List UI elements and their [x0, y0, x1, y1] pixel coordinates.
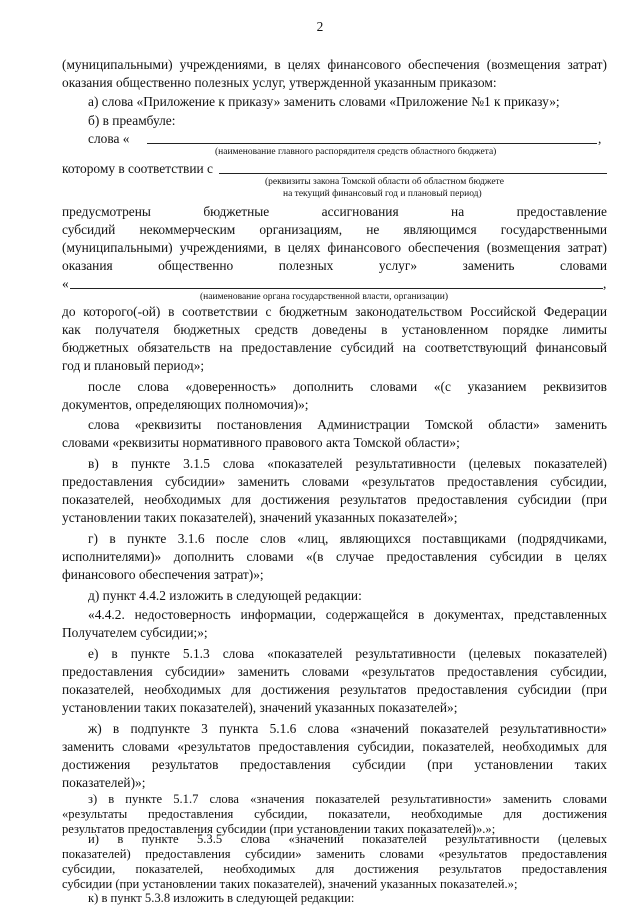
- text-line: г) в пункте 3.1.6 после слов «лиц, являющихся поставщиками (подрядчиками,: [88, 531, 607, 546]
- text-line: «4.4.2. недостоверность информации, содержащейся в документах, представленных: [88, 607, 607, 622]
- text-line: показателей, необходимых для достижения результатов предоставления субсидии (при: [62, 682, 607, 697]
- text-line: (муниципальными) учреждениями, в целях финансового обеспечения (возмещения затрат): [62, 57, 607, 72]
- text-line: ж) в подпункте 3 пункта 5.1.6 слова «значений показателей результативности»: [88, 721, 607, 736]
- text-line: установлении таких показателей), значений указанных показателей»;: [62, 700, 458, 715]
- text-line: б) в преамбуле:: [88, 113, 176, 128]
- text-line: субсидий некоммерческим организациям, не являющимся государственными: [62, 222, 607, 237]
- text-line: «результаты предоставления субсидии, показатели, необходимые для достижения: [62, 807, 607, 821]
- text-line: оказания общественно полезных услуг, утвержденной указанным приказом:: [62, 75, 497, 90]
- text-line: предоставления субсидии» заменить словами «результатов предоставления субсидии,: [62, 664, 607, 679]
- text-line: год и плановый период»;: [62, 358, 205, 373]
- text-line: документов, определяющих полномочия)»;: [62, 397, 309, 412]
- text-line: установлении таких показателей), значений указанных показателей»;: [62, 510, 458, 525]
- field-caption: (реквизиты закона Томской области об областном бюджете: [265, 177, 504, 187]
- text-line: ,: [603, 276, 607, 291]
- text-line: предоставления субсидии» заменить словами «результатов предоставления субсидии,: [62, 474, 607, 489]
- text-line: д) пункт 4.4.2 изложить в следующей редакции:: [88, 588, 362, 603]
- text-line: ,: [598, 131, 602, 146]
- text-line: слова «реквизиты постановления Администрации Томской области» заменить: [88, 417, 607, 432]
- field-caption: на текущий финансовый год и плановый период): [283, 189, 482, 199]
- text-line: предусмотрены бюджетные ассигнования на предоставление: [62, 204, 607, 219]
- text-line: (муниципальными) учреждениями, в целях финансового обеспечения (возмещения затрат): [62, 240, 607, 255]
- blank-underline: [219, 173, 607, 174]
- text-line: после слова «доверенность» дополнить словами «(с указанием реквизитов: [88, 379, 607, 394]
- text-line: и) в пункте 5.3.5 слова «значений показателей результативности (целевых: [88, 832, 607, 846]
- text-line: Получателем субсидии;»;: [62, 625, 208, 640]
- blank-underline: [70, 288, 603, 289]
- text-line: субсидии, показателей, необходимых для достижения результатов предоставления: [62, 862, 607, 876]
- text-line: бюджетных обязательств на предоставление субсидий на соответствующий финансовый: [62, 340, 607, 355]
- blank-label: слова «: [88, 131, 130, 146]
- text-line: словами «реквизиты нормативного правового акта Томской области»;: [62, 435, 460, 450]
- text-line: результатов предоставления субсидии (при установлении таких показателей)».»;: [62, 822, 496, 836]
- text-line: в) в пункте 3.1.5 слова «показателей результативности (целевых показателей): [88, 456, 607, 471]
- page-number: 2: [316, 19, 324, 34]
- blank-underline: [147, 143, 597, 144]
- text-line: е) в пункте 5.1.3 слова «показателей результативности (целевых показателей): [88, 646, 607, 661]
- text-line: субсидии (при установлении таких показателей), значений указанных показателей.»;: [62, 877, 518, 891]
- text-line: показателей)»;: [62, 775, 146, 790]
- blank-label: которому в соответствии с: [62, 161, 213, 176]
- text-line: финансового обеспечения затрат)»;: [62, 567, 264, 582]
- text-line: исполнителями)» дополнить словами «(в случае предоставления субсидии в целях: [62, 549, 607, 564]
- text-line: заменить словами «результатов предоставления субсидии, показателей, необходимых для: [62, 739, 607, 754]
- text-line: а) слова «Приложение к приказу» заменить словами «Приложение №1 к приказу»;: [88, 94, 560, 109]
- text-line: как получателя бюджетных средств доведены в установленном порядке лимиты: [62, 322, 607, 337]
- blank-label: «: [62, 276, 69, 291]
- field-caption: (наименование органа государственной власти, организации): [200, 292, 449, 302]
- text-line: показателей) предоставления субсидии» заменить словами «результатов предоставления: [62, 847, 607, 861]
- field-caption: (наименование главного распорядителя средств областного бюджета): [215, 147, 497, 157]
- text-line: к) в пункт 5.3.8 изложить в следующей редакции:: [88, 891, 355, 905]
- text-line: показателей, необходимых для достижения результатов предоставления субсидии (при: [62, 492, 607, 507]
- text-line: достижения результатов предоставления субсидии (при установлении таких: [62, 757, 607, 772]
- text-line: до которого(-ой) в соответствии с бюджетным законодательством Российской Федерации: [62, 304, 607, 319]
- text-line: з) в пункте 5.1.7 слова «значения показателей результативности» заменить словами: [88, 792, 607, 806]
- text-line: оказания общественно полезных услуг» заменить словами: [62, 258, 607, 273]
